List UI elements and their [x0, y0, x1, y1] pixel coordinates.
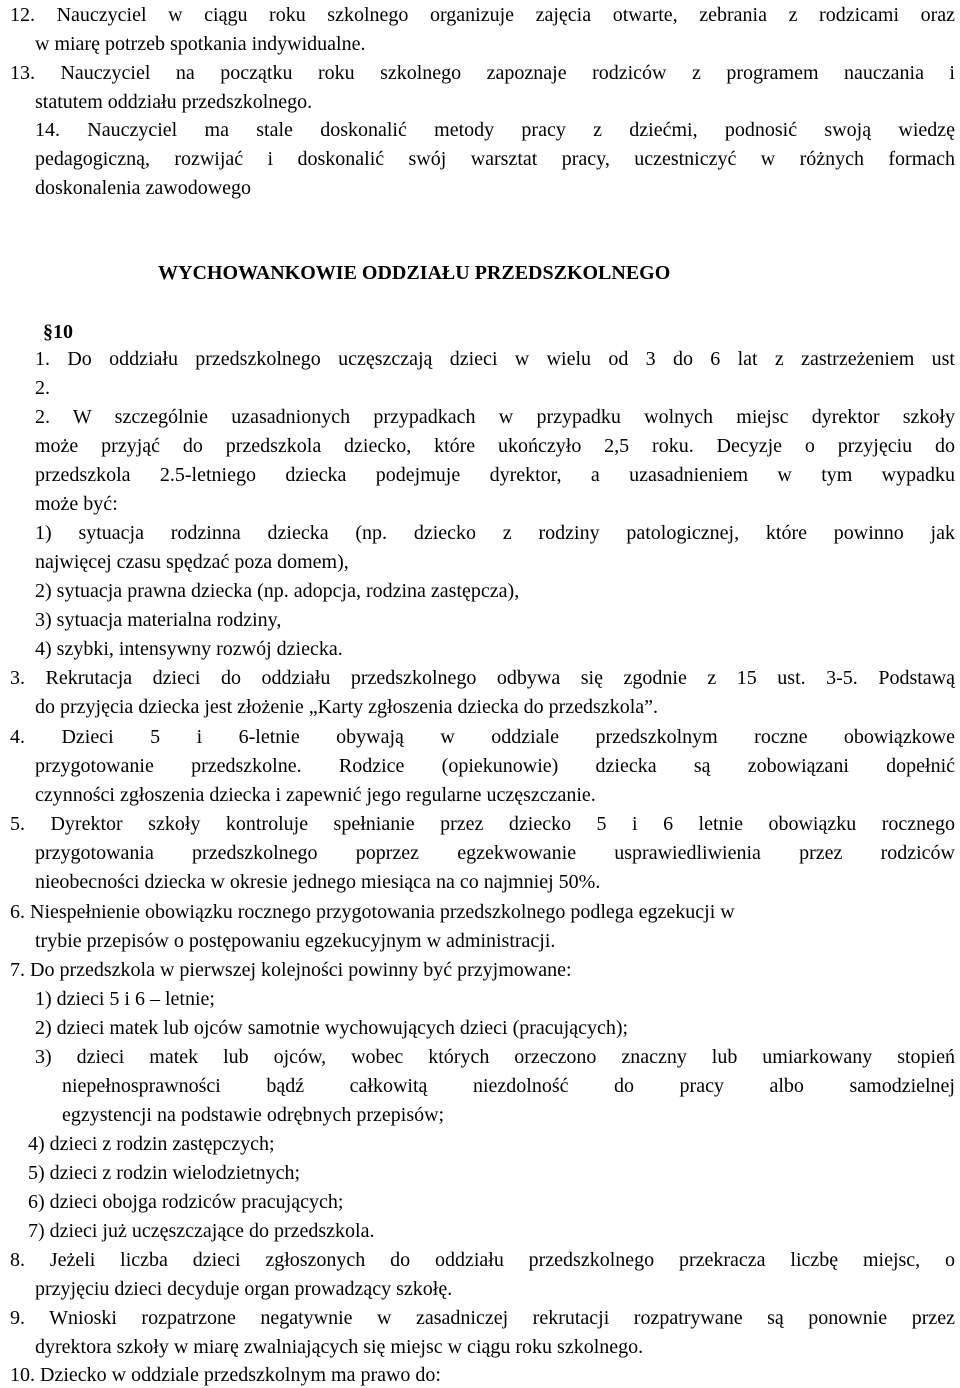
item-8-line-2: przyjęciu dzieci decyduje organ prowadzący szkołę.	[35, 1278, 453, 1300]
list-item-14-line-3: doskonalenia zawodowego	[35, 177, 252, 199]
item-6-line-1: 6. Niespełnienie obowiązku rocznego przygotowania przedszkolnego podlega egzekucji w	[10, 901, 735, 923]
item-5-line-1: 5. Dyrektor szkoły kontroluje spełnianie przez dziecko 5 i 6 letnie obowiązku rocznego	[10, 813, 955, 835]
item-7-sub-4: 4) dzieci z rodzin zastępczych;	[28, 1133, 275, 1155]
list-item-12-line-1: 12. Nauczyciel w ciągu roku szkolnego organizuje zajęcia otwarte, zebrania z rodzicami oraz	[10, 4, 955, 26]
item-2-line-9: 4) szybki, intensywny rozwój dziecka.	[35, 638, 343, 660]
item-7-line-1: 7. Do przedszkola w pierwszej kolejności powinny być przyjmowane:	[10, 959, 572, 981]
list-item-13-line-2: statutem oddziału przedszkolnego.	[35, 91, 313, 113]
item-7-sub-5: 5) dzieci z rodzin wielodzietnych;	[28, 1162, 301, 1184]
item-2-line-8: 3) sytuacja materialna rodziny,	[35, 609, 282, 631]
item-4-line-1: 4. Dzieci 5 i 6-letnie obywają w oddziale przedszkolnym roczne obowiązkowe	[10, 726, 955, 748]
item-4-line-3: czynności zgłoszenia dziecka i zapewnić jego regularne uczęszczanie.	[35, 784, 596, 806]
item-3-line-1: 3. Rekrutacja dzieci do oddziału przedszkolnego odbywa się zgodnie z 15 ust. 3-5. Podstawą	[10, 667, 955, 689]
list-item-13-line-1: 13. Nauczyciel na początku roku szkolnego zapoznaje rodziców z programem nauczania i	[10, 62, 955, 84]
item-7-sub-6: 6) dzieci obojga rodziców pracujących;	[28, 1191, 344, 1213]
item-6-line-2: trybie przepisów o postępowaniu egzekucyjnym w administracji.	[35, 930, 556, 952]
item-7-sub-3-line-2: niepełnosprawności bądź całkowitą niezdolność do pracy albo samodzielnej	[62, 1075, 955, 1097]
item-2-line-2: może przyjąć do przedszkola dziecko, które ukończyło 2,5 roku. Decyzje o przyjęciu do	[35, 435, 955, 457]
item-8-line-1: 8. Jeżeli liczba dzieci zgłoszonych do oddziału przedszkolnego przekracza liczbę miejsc, o	[10, 1249, 955, 1271]
item-9-line-2: dyrektora szkoły w miarę zwalniających się miejsc w ciągu roku szkolnego.	[35, 1336, 644, 1358]
item-10-line-1: 10. Dziecko w oddziale przedszkolnym ma prawo do:	[10, 1364, 441, 1386]
item-5-line-3: nieobecności dziecka w okresie jednego miesiąca na co najmniej 50%.	[35, 871, 601, 893]
item-2-line-5: 1) sytuacja rodzinna dziecka (np. dziecko z rodziny patologicznej, które powinno jak	[35, 522, 955, 544]
section-title: WYCHOWANKOWIE ODDZIAŁU PRZEDSZKOLNEGO	[158, 262, 671, 284]
list-item-14-line-1: 14. Nauczyciel ma stale doskonalić metody pracy z dziećmi, podnosić swoją wiedzę	[35, 119, 955, 141]
item-2-line-3: przedszkola 2.5-letniego dziecka podejmuje dyrektor, a uzasadnieniem w tym wypadku	[35, 464, 955, 486]
list-item-14-line-2: pedagogiczną, rozwijać i doskonalić swój warsztat pracy, uczestniczyć w różnych formach	[35, 148, 955, 170]
paragraph-mark: §10	[43, 321, 73, 343]
item-1-line-2: 2.	[35, 377, 50, 399]
item-3-line-2: do przyjęcia dziecka jest złożenie „Karty zgłoszenia dziecka do przedszkola”.	[35, 696, 659, 718]
list-item-12-line-2: w miarę potrzeb spotkania indywidualne.	[35, 33, 366, 55]
item-2-line-6: najwięcej czasu spędzać poza domem),	[35, 551, 349, 573]
item-4-line-2: przygotowanie przedszkolne. Rodzice (opiekunowie) dziecka są zobowiązani dopełnić	[35, 755, 955, 777]
item-7-sub-2: 2) dzieci matek lub ojców samotnie wychowujących dzieci (pracujących);	[35, 1017, 629, 1039]
item-5-line-2: przygotowania przedszkolnego poprzez egzekwowanie usprawiedliwienia przez rodziców	[35, 842, 955, 864]
item-7-sub-3-line-1: 3) dzieci matek lub ojców, wobec których orzeczono znaczny lub umiarkowany stopień	[35, 1046, 955, 1068]
item-2-line-7: 2) sytuacja prawna dziecka (np. adopcja, rodzina zastępcza),	[35, 580, 520, 602]
item-1-line-1: 1. Do oddziału przedszkolnego uczęszczają dzieci w wielu od 3 do 6 lat z zastrzeżeniem ust	[35, 348, 955, 370]
paragraph-number	[43, 319, 73, 345]
item-7-sub-3-line-3: egzystencji na podstawie odrębnych przepisów;	[62, 1104, 445, 1126]
item-7-sub-1: 1) dzieci 5 i 6 – letnie;	[35, 988, 215, 1010]
item-7-sub-7: 7) dzieci już uczęszczające do przedszkola.	[28, 1220, 375, 1242]
item-2-line-1: 2. W szczególnie uzasadnionych przypadkach w przypadku wolnych miejsc dyrektor szkoły	[35, 406, 955, 428]
item-9-line-1: 9. Wnioski rozpatrzone negatywnie w zasadniczej rekrutacji rozpatrywane są ponownie przez	[10, 1307, 955, 1329]
item-2-line-4: może być:	[35, 493, 118, 515]
